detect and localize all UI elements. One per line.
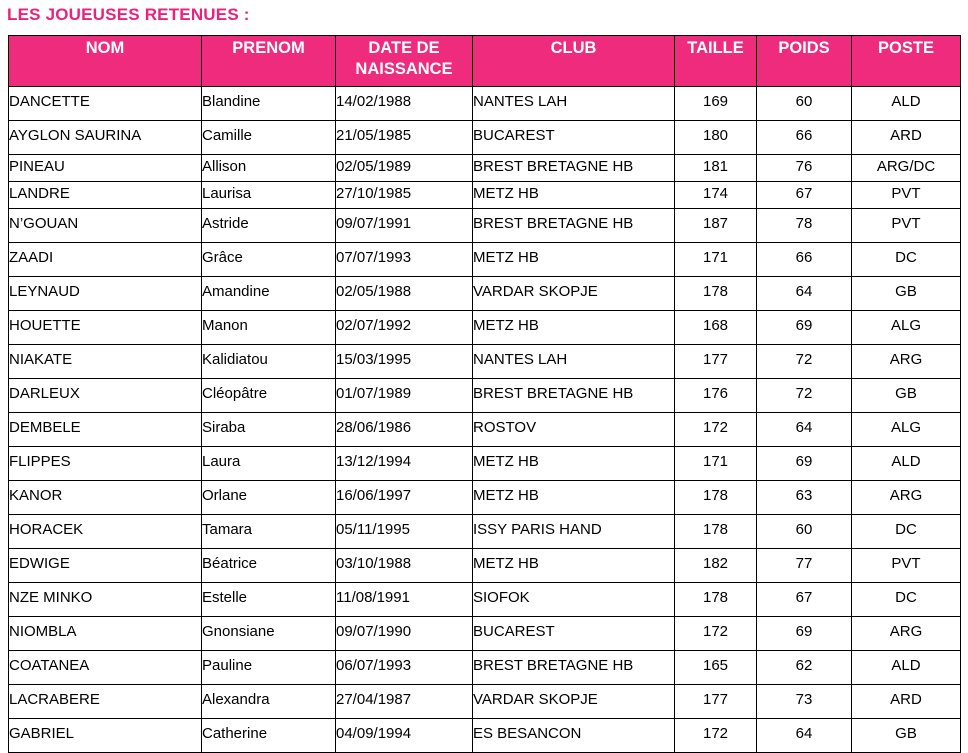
cell-club: BUCAREST [473, 617, 675, 651]
cell-nom: N’GOUAN [9, 209, 202, 243]
cell-poste: ALG [852, 311, 961, 345]
cell-date: 06/07/1993 [336, 651, 473, 685]
cell-poste: ALD [852, 651, 961, 685]
cell-club: BREST BRETAGNE HB [473, 379, 675, 413]
cell-prenom: Allison [202, 155, 336, 182]
cell-taille: 177 [675, 345, 757, 379]
cell-nom: NZE MINKO [9, 583, 202, 617]
cell-date: 13/12/1994 [336, 447, 473, 481]
cell-club: NANTES LAH [473, 345, 675, 379]
cell-nom: GABRIEL [9, 719, 202, 753]
cell-date: 02/05/1989 [336, 155, 473, 182]
cell-poids: 63 [757, 481, 852, 515]
cell-poids: 66 [757, 121, 852, 155]
cell-prenom: Grâce [202, 243, 336, 277]
cell-date: 09/07/1990 [336, 617, 473, 651]
cell-poids: 72 [757, 345, 852, 379]
cell-taille: 172 [675, 617, 757, 651]
cell-prenom: Gnonsiane [202, 617, 336, 651]
cell-club: BUCAREST [473, 121, 675, 155]
cell-nom: KANOR [9, 481, 202, 515]
cell-taille: 181 [675, 155, 757, 182]
cell-nom: AYGLON SAURINA [9, 121, 202, 155]
table-row [9, 182, 961, 209]
table-row [9, 549, 961, 583]
cell-date: 09/07/1991 [336, 209, 473, 243]
cell-club: NANTES LAH [473, 87, 675, 121]
cell-poids: 76 [757, 155, 852, 182]
cell-club: METZ HB [473, 243, 675, 277]
cell-poids: 64 [757, 413, 852, 447]
cell-prenom: Siraba [202, 413, 336, 447]
cell-nom: DANCETTE [9, 87, 202, 121]
cell-prenom: Estelle [202, 583, 336, 617]
cell-poids: 78 [757, 209, 852, 243]
cell-taille: 168 [675, 311, 757, 345]
cell-taille: 176 [675, 379, 757, 413]
cell-club: ES BESANCON [473, 719, 675, 753]
table-row [9, 379, 961, 413]
cell-date: 05/11/1995 [336, 515, 473, 549]
cell-poids: 66 [757, 243, 852, 277]
cell-date: 16/06/1997 [336, 481, 473, 515]
cell-taille: 187 [675, 209, 757, 243]
cell-poste: PVT [852, 182, 961, 209]
table-row [9, 651, 961, 685]
cell-taille: 182 [675, 549, 757, 583]
cell-club: BREST BRETAGNE HB [473, 209, 675, 243]
cell-taille: 178 [675, 583, 757, 617]
cell-poids: 73 [757, 685, 852, 719]
cell-poste: ARG [852, 345, 961, 379]
header-row [9, 36, 961, 87]
header-taille: TAILLE [675, 36, 757, 87]
cell-poste: DC [852, 515, 961, 549]
cell-prenom: Amandine [202, 277, 336, 311]
table-row [9, 87, 961, 121]
cell-date: 03/10/1988 [336, 549, 473, 583]
cell-taille: 177 [675, 685, 757, 719]
cell-nom: HOUETTE [9, 311, 202, 345]
cell-taille: 178 [675, 277, 757, 311]
cell-prenom: Laura [202, 447, 336, 481]
cell-date: 14/02/1988 [336, 87, 473, 121]
cell-poste: ALG [852, 413, 961, 447]
cell-club: METZ HB [473, 447, 675, 481]
table-row [9, 277, 961, 311]
cell-poste: ARG [852, 617, 961, 651]
cell-date: 21/05/1985 [336, 121, 473, 155]
cell-poids: 77 [757, 549, 852, 583]
cell-nom: NIOMBLA [9, 617, 202, 651]
page-title: LES JOUEUSES RETENUES : [7, 5, 250, 24]
cell-date: 01/07/1989 [336, 379, 473, 413]
table-row [9, 515, 961, 549]
cell-club: BREST BRETAGNE HB [473, 155, 675, 182]
header-poste: POSTE [852, 36, 961, 87]
cell-poste: GB [852, 719, 961, 753]
cell-prenom: Cléopâtre [202, 379, 336, 413]
cell-poste: PVT [852, 209, 961, 243]
cell-taille: 178 [675, 481, 757, 515]
cell-poste: GB [852, 277, 961, 311]
cell-club: ISSY PARIS HAND [473, 515, 675, 549]
cell-club: ROSTOV [473, 413, 675, 447]
cell-poids: 72 [757, 379, 852, 413]
cell-nom: NIAKATE [9, 345, 202, 379]
cell-taille: 180 [675, 121, 757, 155]
cell-date: 02/07/1992 [336, 311, 473, 345]
cell-prenom: Blandine [202, 87, 336, 121]
table-header [9, 36, 961, 87]
cell-date: 27/04/1987 [336, 685, 473, 719]
cell-taille: 169 [675, 87, 757, 121]
cell-club: METZ HB [473, 549, 675, 583]
cell-prenom: Catherine [202, 719, 336, 753]
cell-date: 07/07/1993 [336, 243, 473, 277]
cell-taille: 171 [675, 243, 757, 277]
cell-prenom: Manon [202, 311, 336, 345]
table-row [9, 155, 961, 182]
cell-poids: 69 [757, 311, 852, 345]
table-row [9, 719, 961, 753]
cell-club: VARDAR SKOPJE [473, 277, 675, 311]
cell-date: 11/08/1991 [336, 583, 473, 617]
cell-nom: EDWIGE [9, 549, 202, 583]
cell-prenom: Astride [202, 209, 336, 243]
cell-poste: DC [852, 243, 961, 277]
cell-club: METZ HB [473, 311, 675, 345]
cell-taille: 178 [675, 515, 757, 549]
cell-taille: 165 [675, 651, 757, 685]
cell-poste: ARD [852, 685, 961, 719]
cell-nom: DEMBELE [9, 413, 202, 447]
cell-poids: 64 [757, 719, 852, 753]
cell-poste: ARD [852, 121, 961, 155]
cell-taille: 174 [675, 182, 757, 209]
cell-date: 27/10/1985 [336, 182, 473, 209]
cell-poids: 64 [757, 277, 852, 311]
cell-club: VARDAR SKOPJE [473, 685, 675, 719]
cell-taille: 171 [675, 447, 757, 481]
header-poids: POIDS [757, 36, 852, 87]
cell-nom: ZAADI [9, 243, 202, 277]
table-row [9, 481, 961, 515]
cell-nom: FLIPPES [9, 447, 202, 481]
table-row [9, 685, 961, 719]
cell-prenom: Tamara [202, 515, 336, 549]
cell-poids: 60 [757, 515, 852, 549]
cell-prenom: Laurisa [202, 182, 336, 209]
cell-club: SIOFOK [473, 583, 675, 617]
cell-poste: ARG/DC [852, 155, 961, 182]
cell-poids: 67 [757, 583, 852, 617]
header-club: CLUB [473, 36, 675, 87]
cell-nom: LANDRE [9, 182, 202, 209]
cell-taille: 172 [675, 413, 757, 447]
cell-nom: PINEAU [9, 155, 202, 182]
cell-nom: HORACEK [9, 515, 202, 549]
header-prenom: PRENOM [202, 36, 336, 87]
table-row [9, 345, 961, 379]
cell-poids: 60 [757, 87, 852, 121]
table-row [9, 583, 961, 617]
cell-prenom: Kalidiatou [202, 345, 336, 379]
cell-poste: DC [852, 583, 961, 617]
cell-nom: COATANEA [9, 651, 202, 685]
cell-nom: LEYNAUD [9, 277, 202, 311]
cell-date: 04/09/1994 [336, 719, 473, 753]
cell-prenom: Orlane [202, 481, 336, 515]
table-row [9, 243, 961, 277]
cell-club: METZ HB [473, 182, 675, 209]
cell-poids: 62 [757, 651, 852, 685]
table-row [9, 121, 961, 155]
cell-club: METZ HB [473, 481, 675, 515]
cell-date: 15/03/1995 [336, 345, 473, 379]
cell-poste: ALD [852, 87, 961, 121]
cell-poids: 69 [757, 447, 852, 481]
cell-taille: 172 [675, 719, 757, 753]
players-table [8, 35, 961, 753]
header-date-de-naissance: DATE DE NAISSANCE [336, 36, 473, 87]
cell-poste: ARG [852, 481, 961, 515]
cell-poste: PVT [852, 549, 961, 583]
table-row [9, 311, 961, 345]
cell-prenom: Pauline [202, 651, 336, 685]
table-row [9, 617, 961, 651]
cell-prenom: Camille [202, 121, 336, 155]
table-row [9, 413, 961, 447]
cell-date: 02/05/1988 [336, 277, 473, 311]
cell-poste: ALD [852, 447, 961, 481]
table-row [9, 209, 961, 243]
table-row [9, 447, 961, 481]
cell-prenom: Béatrice [202, 549, 336, 583]
cell-prenom: Alexandra [202, 685, 336, 719]
cell-poids: 69 [757, 617, 852, 651]
cell-date: 28/06/1986 [336, 413, 473, 447]
cell-nom: DARLEUX [9, 379, 202, 413]
table-body [9, 87, 961, 753]
cell-club: BREST BRETAGNE HB [473, 651, 675, 685]
cell-poids: 67 [757, 182, 852, 209]
cell-poste: GB [852, 379, 961, 413]
cell-nom: LACRABERE [9, 685, 202, 719]
header-nom: NOM [9, 36, 202, 87]
